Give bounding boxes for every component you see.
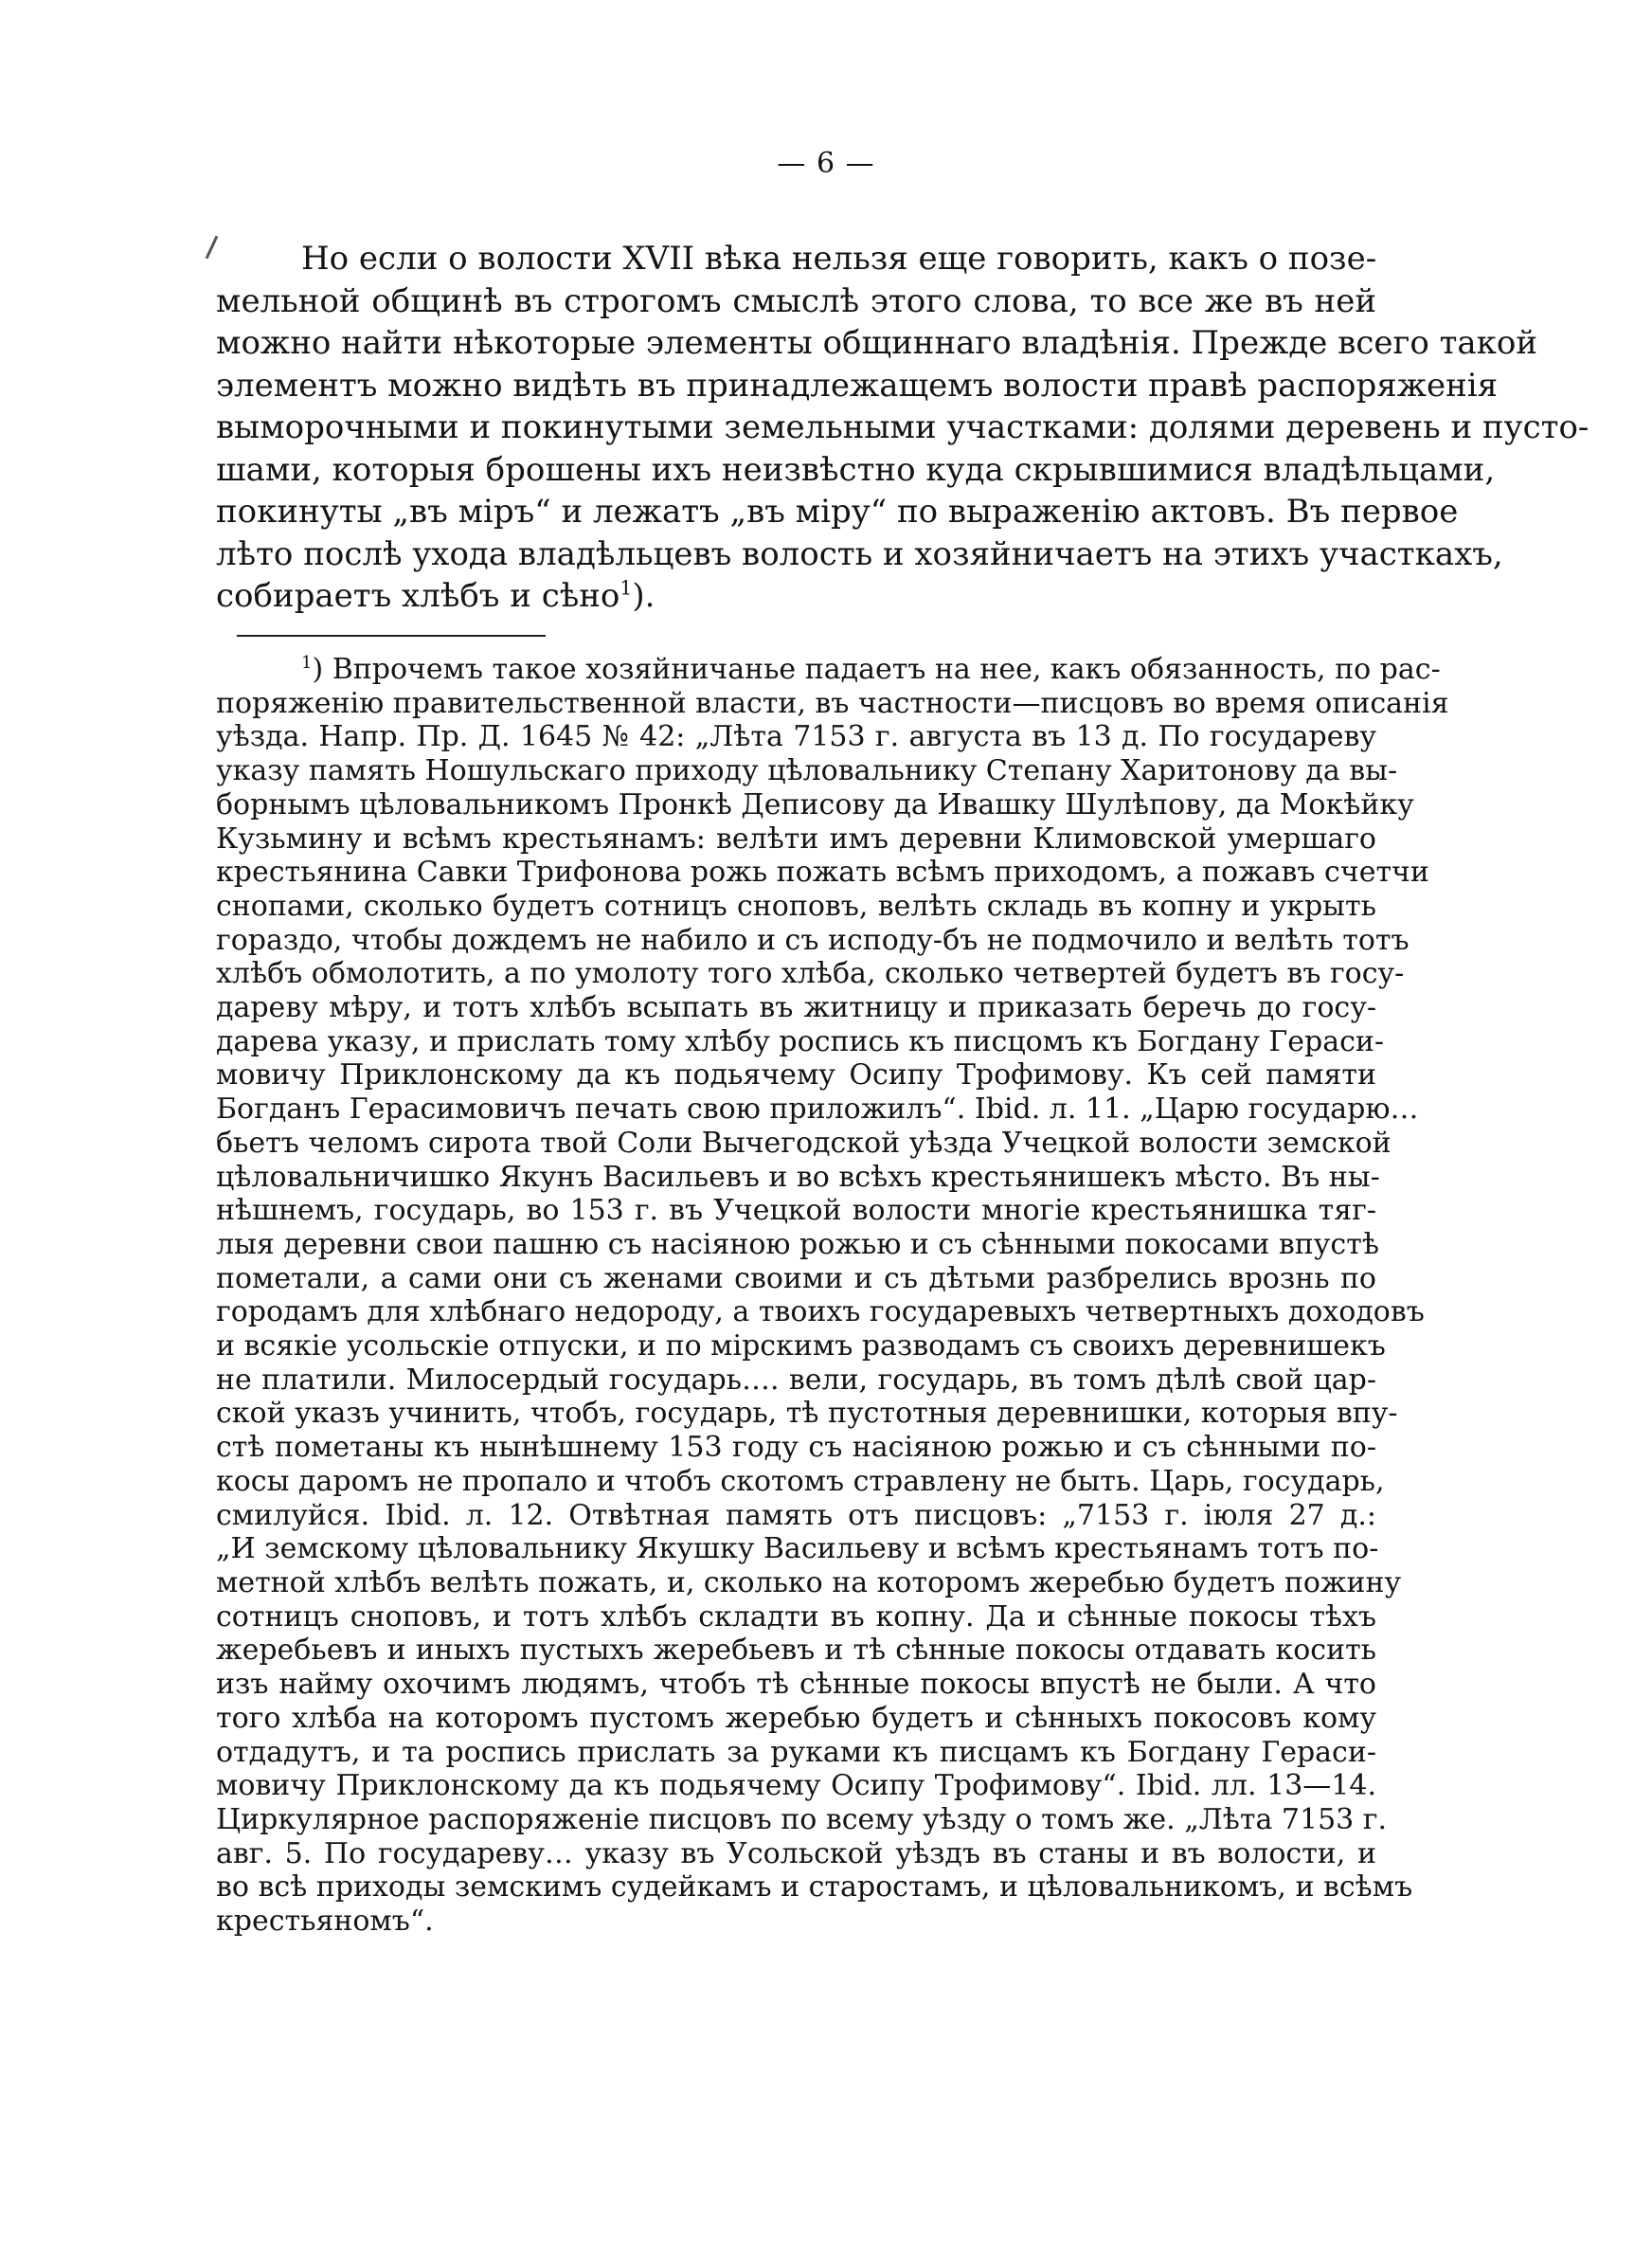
footnote-reference[interactable]: 1 [620,576,633,600]
footnote-line: мовичу Приклонскому да къ подьячему Осипу Трофимову. Къ сей памяти [216,1058,1376,1092]
main-line-text: собираетъ хлѣбъ и сѣно [216,577,620,615]
footnote-line: цѣловальничишко Якунъ Васильевъ и во всѣхъ крестьянишекъ мѣсто. Въ ны- [216,1160,1380,1194]
footnote-line: нѣшнемъ, государь, во 153 г. въ Учецкой волости многіе крестьянишка тяг- [216,1194,1376,1228]
footnote-line: метной хлѣбъ велѣть пожать, и, сколько на которомъ жеребью будетъ пожину [216,1565,1402,1599]
main-line: выморочными и покинутыми земельными участками: долями деревень и пусто- [216,408,1589,446]
main-line: лѣто послѣ ухода владѣльцевъ волость и хозяйничаетъ на этихъ участкахъ, [216,534,1503,573]
footnote-line: косы даромъ не пропало и чтобъ скотомъ стравлену не быть. Царь, государь, [216,1464,1385,1498]
footnote-line: не платили. Милосердый государь…. вели, государь, въ томъ дѣлѣ свой цар- [216,1363,1376,1397]
page-number: — 6 — [777,147,875,180]
footnote-line: смилуйся. Ibid. л. 12. Отвѣтная память отъ писцовъ: „7153 г. іюля 27 д.: [216,1498,1376,1532]
main-line: Но если о волости XVII вѣка нельзя еще говорить, какъ о позе- [301,240,1377,278]
footnote-line: пометали, а сами они съ женами своими и съ дѣтьми разбрелись врознь по [216,1261,1376,1295]
footnote-marker: 1 [301,653,313,673]
footnote-line: сотницъ сноповъ, и тотъ хлѣбъ складти въ копну. Да и сѣнные покосы тѣхъ [216,1599,1376,1634]
footnote-line: жеребьевъ и иныхъ пустыхъ жеребьевъ и тѣ сѣнные покосы отдавать косить [216,1634,1376,1668]
footnote-line-text: ) Впрочемъ такое хозяйничанье падаетъ на нее, какъ обязанность, по рас- [312,653,1441,686]
footnote-line: городамъ для хлѣбнаго недороду, а твоихъ государевыхъ четвертныхъ доходовъ [216,1295,1425,1329]
footnote-line: „И земскому цѣловальнику Якушку Васильеву и всѣмъ крестьянамъ тотъ по- [216,1532,1379,1566]
main-line-last [216,575,1376,618]
main-line: элементъ можно видѣть въ принадлежащемъ волости правѣ распоряженія [216,366,1499,405]
footnote-line: бьетъ челомъ сирота твой Соли Вычегодской уѣзда Учецкой волости земской [216,1126,1392,1160]
footnote-line: гораздо, чтобы дождемъ не набило и съ исподу-бъ не подмочило и велѣть тотъ [216,923,1410,957]
footnote-line: мовичу Приклонскому да къ подьячему Осипу Трофимову“. Ibid. лл. 13—14. [216,1769,1376,1803]
footnote-line: дареву мѣру, и тотъ хлѣбъ всыпать въ житницу и приказать беречь до госу- [216,991,1376,1025]
main-paragraph [216,238,1589,618]
footnote-line: крестьянина Савки Трифонова рожь пожать всѣмъ приходомъ, а пожавъ счетчи [216,856,1429,890]
footnote-line: стѣ пометаны къ нынѣшнему 153 году съ насіяною рожью и съ сѣнными по- [216,1431,1376,1465]
footnote-line: снопами, сколько будетъ сотницъ сноповъ, велѣть складь въ копну и укрыть [216,889,1376,923]
footnote-line: авг. 5. По государеву… указу въ Усольской уѣздъ въ станы и въ волости, и [216,1836,1376,1870]
footnote-line: отдадутъ, и та роспись прислать за руками къ писцамъ къ Богдану Гераси- [216,1735,1376,1769]
footnote-line: Кузьмину и всѣмъ крестьянамъ: велѣти имъ деревни Климовской умершаго [216,822,1376,856]
footnote-line-last: крестьяномъ“. [216,1905,434,1939]
footnote-line: изъ найму охочимъ людямъ, чтобъ тѣ сѣнные покосы впустѣ не были. А что [216,1668,1376,1702]
footnote-line: и всякіе усольскіе отпуски, и по мірскимъ разводамъ съ своихъ деревнишекъ [216,1329,1386,1363]
main-line: шами, которыя брошены ихъ неизвѣстно куда скрывшимися владѣльцами, [216,450,1496,489]
main-line: мельной общинѣ въ строгомъ смыслѣ этого слова, то все же въ ней [216,281,1376,320]
footnote-line: ской указъ учинить, чтобъ, государь, тѣ пустотныя деревнишки, которыя впу- [216,1397,1398,1431]
footnote-line: во всѣ приходы земскимъ судейкамъ и старостамъ, и цѣловальникомъ, и всѣмъ [216,1870,1413,1905]
footnote-line: Циркулярное распоряженіе писцовъ по всему уѣзду о томъ же. „Лѣта 7153 г. [216,1802,1388,1836]
footnote-line: поряженію правительственной власти, въ частности—писцовъ во время описанія [216,686,1449,720]
footnote-line: борнымъ цѣловальникомъ Пронкѣ Деписову да Ивашку Шулѣпову, да Мокѣйку [216,787,1414,822]
main-line: покинуты „въ міръ“ и лежатъ „въ міру“ по выраженію актовъ. Въ первое [216,493,1459,531]
footnote [216,653,1449,1939]
footnote-line: уѣзда. Напр. Пр. Д. 1645 № 42: „Лѣта 7153 г. августа въ 13 д. По государеву [216,720,1376,754]
footnote-line: лыя деревни свои пашню съ насіяною рожью и съ сѣнными покосами впустѣ [216,1227,1379,1261]
main-line: можно найти нѣкоторые элементы общиннаго владѣнія. Прежде всего такой [216,324,1538,362]
footnote-line: Богданъ Герасимовичъ печать свою приложилъ“. Ibid. л. 11. „Царю государю… [216,1092,1419,1127]
footnote-line: указу память Ношульскаго приходу цѣловальнику Степану Харитонову да вы- [216,754,1398,788]
footnote-line: дарева указу, и прислать тому хлѣбу роспись къ писцомъ къ Богдану Гераси- [216,1024,1385,1058]
footnote-line: хлѣбъ обмолотить, а по умолоту того хлѣба, сколько четвертей будетъ въ госу- [216,957,1405,991]
footnote-separator [237,635,546,637]
main-text-end: ). [632,577,655,615]
footnote-line: того хлѣба на которомъ пустомъ жеребью будетъ и сѣнныхъ покосовъ кому [216,1701,1376,1735]
footnote-line [216,653,1441,687]
